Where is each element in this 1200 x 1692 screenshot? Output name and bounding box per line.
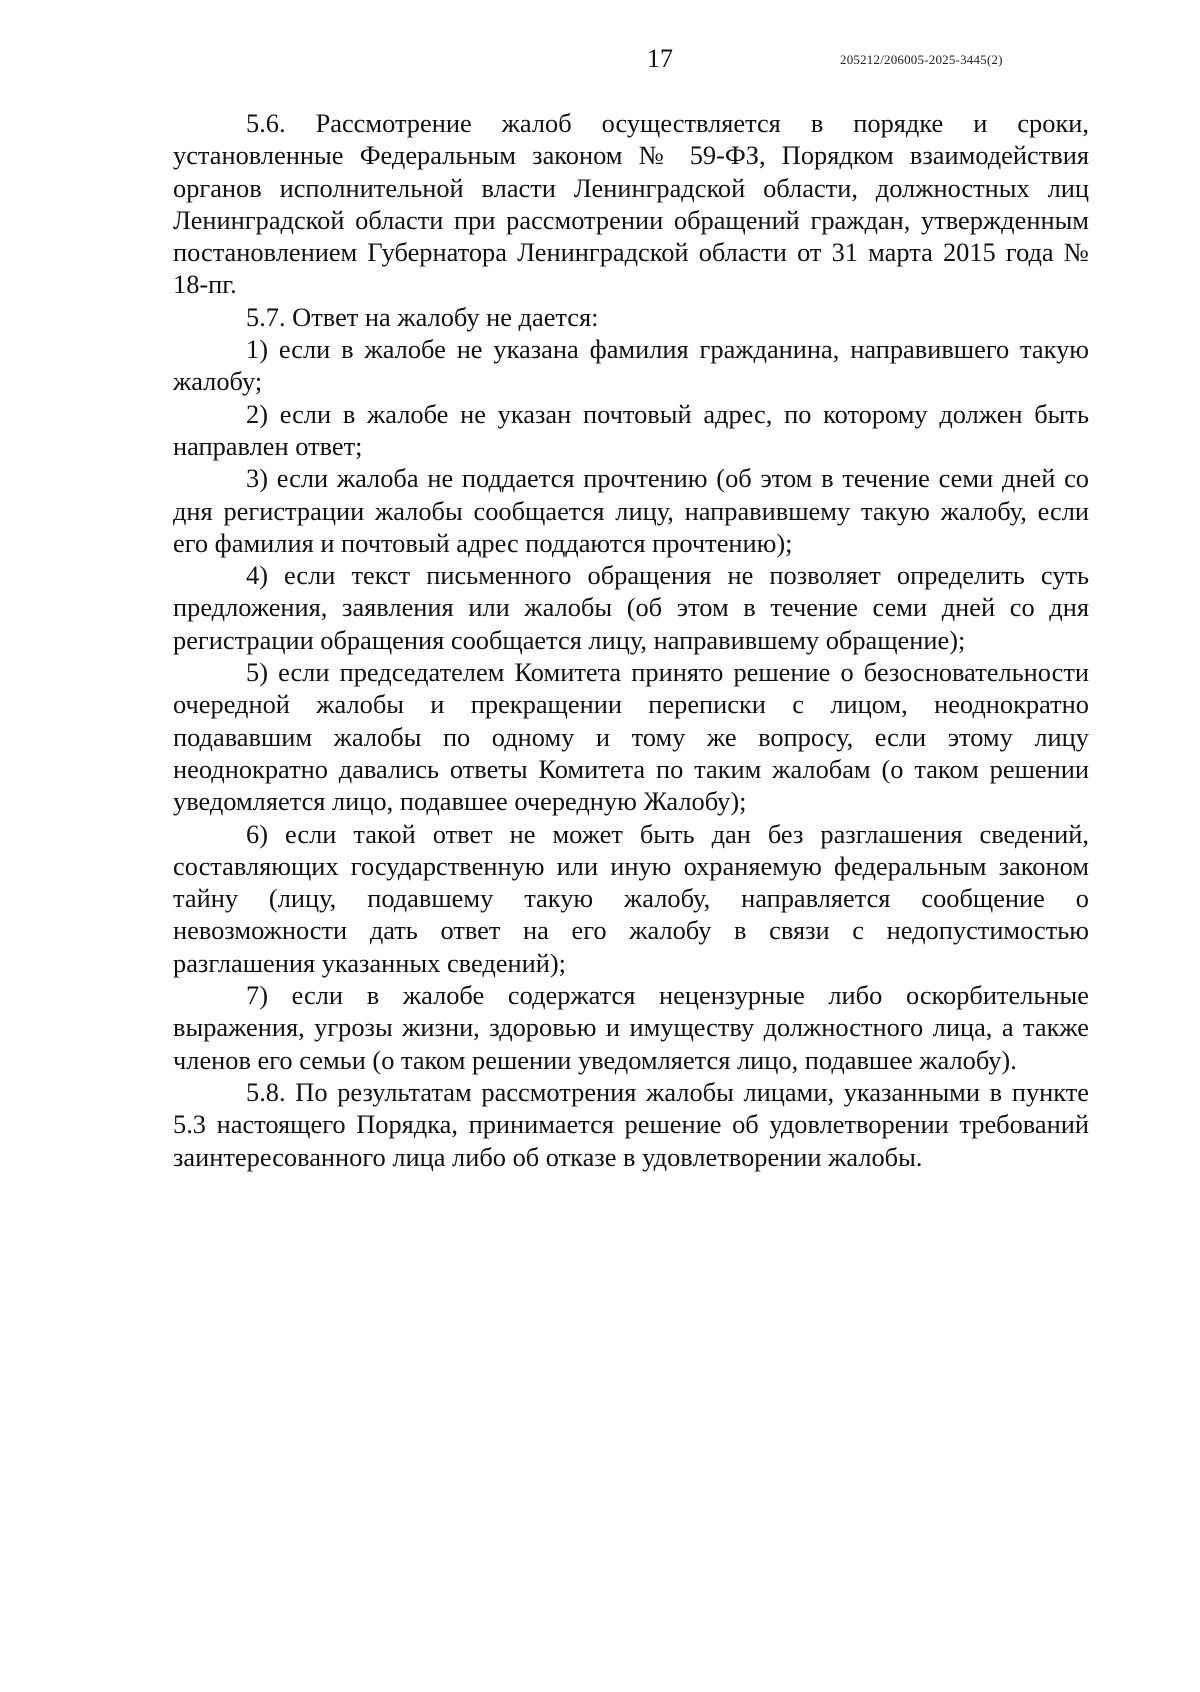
list-item-1: 1) если в жалобе не указана фамилия гражданина, направившего такую жалобу; bbox=[173, 334, 1089, 397]
list-item-3: 3) если жалоба не поддается прочтению (об этом в течение семи дней со дня регистрации жалобы сообщается лицу, направившему такую жалобу, если его фамилия и почтовый адрес поддаются прочтению); bbox=[173, 463, 1089, 558]
document-body bbox=[173, 107, 1089, 1173]
paragraph-5-6: 5.6. Рассмотрение жалоб осуществляется в порядке и сроки, установленные Федеральным законом № 59-ФЗ, Порядком взаимодействия органов исполнительной власти Ленинградской области, должностных лиц Ленинградской области при рассмотрении обращений граждан, утвержденным постановлением Губернатора Ленинградской области от 31 марта 2015 года № 18-пг. bbox=[173, 108, 1089, 300]
list-item-4: 4) если текст письменного обращения не позволяет определить суть предложения, заявления или жалобы (об этом в течение семи дней со дня регистрации обращения сообщается лицу, направившему обращение); bbox=[173, 560, 1089, 655]
list-item-6: 6) если такой ответ не может быть дан без разглашения сведений, составляющих государственную или иную охраняемую федеральным законом тайну (лицу, подавшему такую жалобу, направляется сообщение о невозможности дать ответ на его жалобу в связи с недопустимостью разглашения указанных сведений); bbox=[173, 818, 1089, 978]
list-item-2: 2) если в жалобе не указан почтовый адрес, по которому должен быть направлен ответ; bbox=[173, 398, 1089, 461]
list-item-7: 7) если в жалобе содержатся нецензурные либо оскорбительные выражения, угрозы жизни, здоровью и имуществу должностного лица, а также членов его семьи (о таком решении уведомляется лицо, подавшее жалобу). bbox=[173, 980, 1089, 1075]
paragraph-5-8: 5.8. По результатам рассмотрения жалобы лицами, указанными в пункте 5.3 настоящего Порядка, принимается решение об удовлетворении требований заинтересованного лица либо об отказе в удовлетворении жалобы. bbox=[173, 1076, 1089, 1172]
list-item-5: 5) если председателем Комитета принято решение о безосновательности очередной жалобы и прекращении переписки с лицом, неоднократно подававшим жалобы по одному и тому же вопросу, если этому лицу неоднократно давались ответы Комитета по таким жалобам (о таком решении уведомляется лицо, подавшее очередную Жалобу); bbox=[173, 657, 1089, 817]
document-id: 205212/206005-2025-3445(2) bbox=[840, 52, 1003, 67]
paragraph-5-7: 5.7. Ответ на жалобу не дается: bbox=[246, 301, 599, 332]
page-number: 17 bbox=[647, 44, 673, 73]
